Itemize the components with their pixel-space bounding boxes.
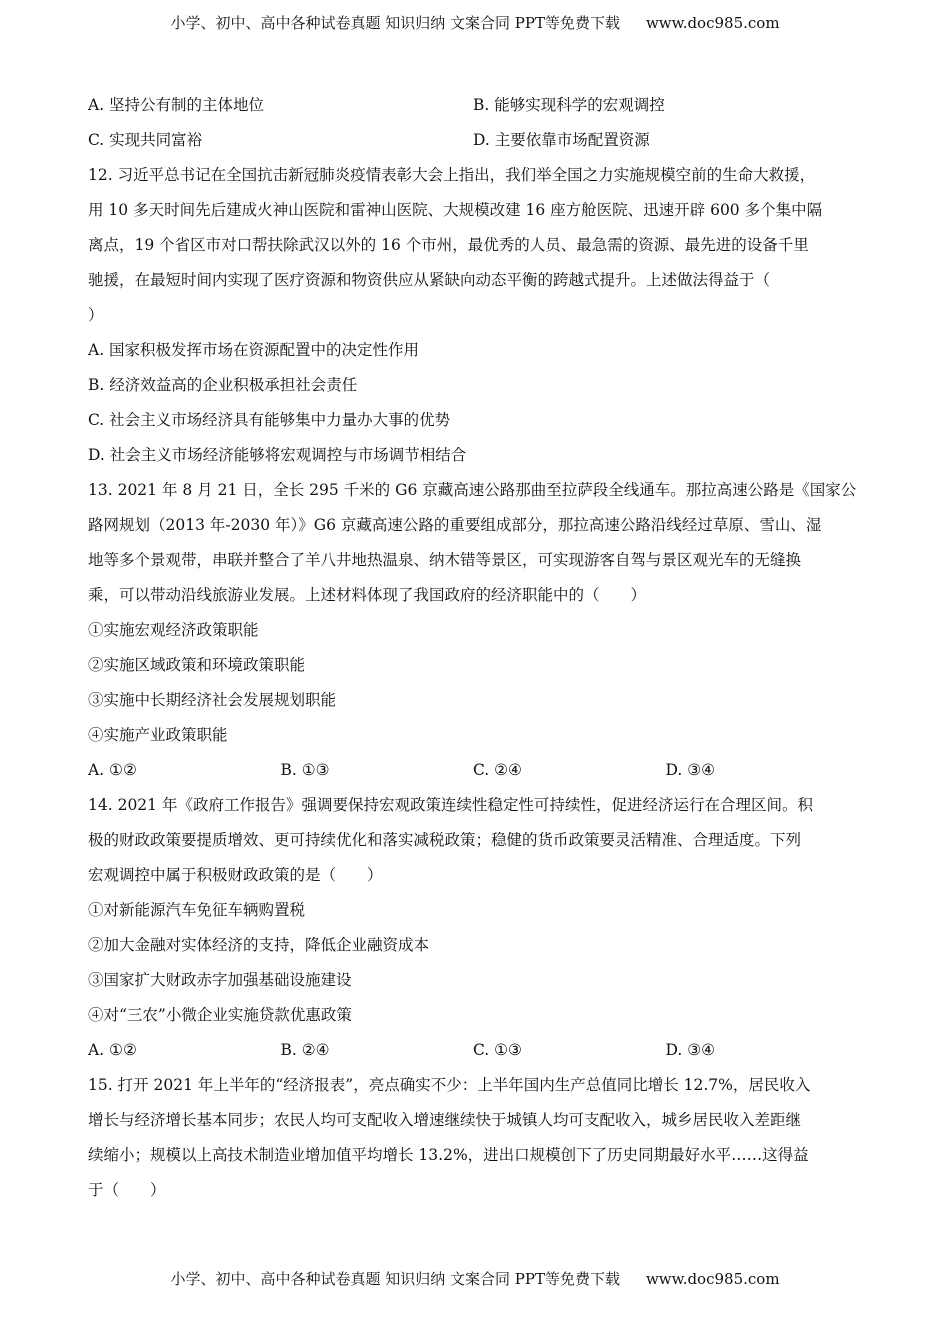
q14-option-c: C. ①③ (473, 1041, 522, 1059)
question-text-line: 于（ ） (88, 1181, 166, 1199)
footer-text: 小学、初中、高中各种试卷真题 知识归纳 文案合同 PPT等免费下载 (170, 1270, 620, 1288)
question-text-line: 路网规划（2013 年-2030 年）》G6 京藏高速公路的重要组成部分，那拉高速公路沿线经过草原、雪山、湿 (88, 516, 822, 534)
question-text-line: 宏观调控中属于积极财政政策的是（ ） (88, 866, 383, 884)
question-text-line: 14. 2021 年《政府工作报告》强调要保持宏观政策连续性稳定性可持续性，促进经济运行在合理区间。积 (88, 796, 813, 814)
q13-option-b: B. ①③ (280, 761, 330, 779)
q11-option-d: D. 主要依靠市场配置资源 (473, 131, 650, 149)
q13-option-a: A. ①② (88, 761, 137, 779)
question-12 (88, 158, 858, 473)
page-header (0, 12, 950, 33)
question-14 (88, 788, 858, 1068)
question-text-line: 用 10 多天时间先后建成火神山医院和雷神山医院、大规模改建 16 座方舱医院、迅速开辟 600 多个集中隔 (88, 201, 823, 219)
header-url[interactable]: www.doc985.com (645, 14, 780, 32)
question-13 (88, 473, 858, 788)
q14-item-1: ①对新能源汽车免征车辆购置税 (88, 901, 306, 919)
q13-options-row (88, 753, 858, 788)
q12-option-a: A. 国家积极发挥市场在资源配置中的决定性作用 (88, 341, 420, 359)
header-text: 小学、初中、高中各种试卷真题 知识归纳 文案合同 PPT等免费下载 (170, 14, 620, 32)
q14-option-a: A. ①② (88, 1041, 137, 1059)
q13-option-c: C. ②④ (473, 761, 522, 779)
question-text-line: 12. 习近平总书记在全国抗击新冠肺炎疫情表彰大会上指出，我们举全国之力实施规模空前的生命大救援， (88, 166, 816, 184)
q14-item-4: ④对“三农”小微企业实施贷款优惠政策 (88, 1006, 352, 1024)
question-text-line: 乘，可以带动沿线旅游业发展。上述材料体现了我国政府的经济职能中的（ ） (88, 586, 647, 604)
question-text-line: 增长与经济增长基本同步；农民人均可支配收入增速继续快于城镇人均可支配收入，城乡居民收入差距继 (88, 1111, 802, 1129)
footer-url[interactable]: www.doc985.com (645, 1270, 780, 1288)
q11-options-row-1 (88, 88, 858, 123)
question-text-line: 13. 2021 年 8 月 21 日，全长 295 千米的 G6 京藏高速公路那曲至拉萨段全线通车。那拉高速公路是《国家公 (88, 481, 857, 499)
q11-options-row-2 (88, 123, 858, 158)
q11-option-c: C. 实现共同富裕 (88, 131, 203, 149)
q13-item-3: ③实施中长期经济社会发展规划职能 (88, 691, 337, 709)
q12-option-c: C. 社会主义市场经济具有能够集中力量办大事的优势 (88, 411, 451, 429)
q13-item-4: ④实施产业政策职能 (88, 726, 228, 744)
q13-item-1: ①实施宏观经济政策职能 (88, 621, 259, 639)
question-text-line: 15. 打开 2021 年上半年的“经济报表”，亮点确实不少：上半年国内生产总值同比增长 12.7%，居民收入 (88, 1076, 811, 1094)
q14-option-d: D. ③④ (665, 1041, 716, 1059)
page-footer (0, 1268, 950, 1289)
q14-options-row (88, 1033, 858, 1068)
question-15 (88, 1068, 858, 1208)
question-text-line: 地等多个景观带，串联并整合了羊八井地热温泉、纳木错等景区，可实现游客自驾与景区观光车的无缝换 (88, 551, 802, 569)
question-text-line: 极的财政政策要提质增效、更可持续优化和落实减税政策；稳健的货币政策要灵活精准、合理适度。下列 (88, 831, 802, 849)
q14-option-b: B. ②④ (280, 1041, 330, 1059)
q11-option-b: B. 能够实现科学的宏观调控 (473, 96, 665, 114)
q13-item-2: ②实施区域政策和环境政策职能 (88, 656, 306, 674)
q12-option-b: B. 经济效益高的企业积极承担社会责任 (88, 376, 358, 394)
question-text-line: 续缩小；规模以上高技术制造业增加值平均增长 13.2%，进出口规模创下了历史同期最好水平……这得益 (88, 1146, 809, 1164)
q12-option-d: D. 社会主义市场经济能够将宏观调控与市场调节相结合 (88, 446, 467, 464)
q11-option-a: A. 坚持公有制的主体地位 (88, 96, 265, 114)
q14-item-2: ②加大金融对实体经济的支持，降低企业融资成本 (88, 936, 430, 954)
question-text-line: 离点，19 个省区市对口帮扶除武汉以外的 16 个市州，最优秀的人员、最急需的资源、最先进的设备千里 (88, 236, 809, 254)
q14-item-3: ③国家扩大财政赤字加强基础设施建设 (88, 971, 352, 989)
question-text-line: 驰援，在最短时间内实现了医疗资源和物资供应从紧缺向动态平衡的跨越式提升。上述做法得益于（ (88, 271, 771, 289)
document-body (88, 88, 858, 1208)
q13-option-d: D. ③④ (665, 761, 716, 779)
question-text-line: ） (88, 306, 104, 324)
